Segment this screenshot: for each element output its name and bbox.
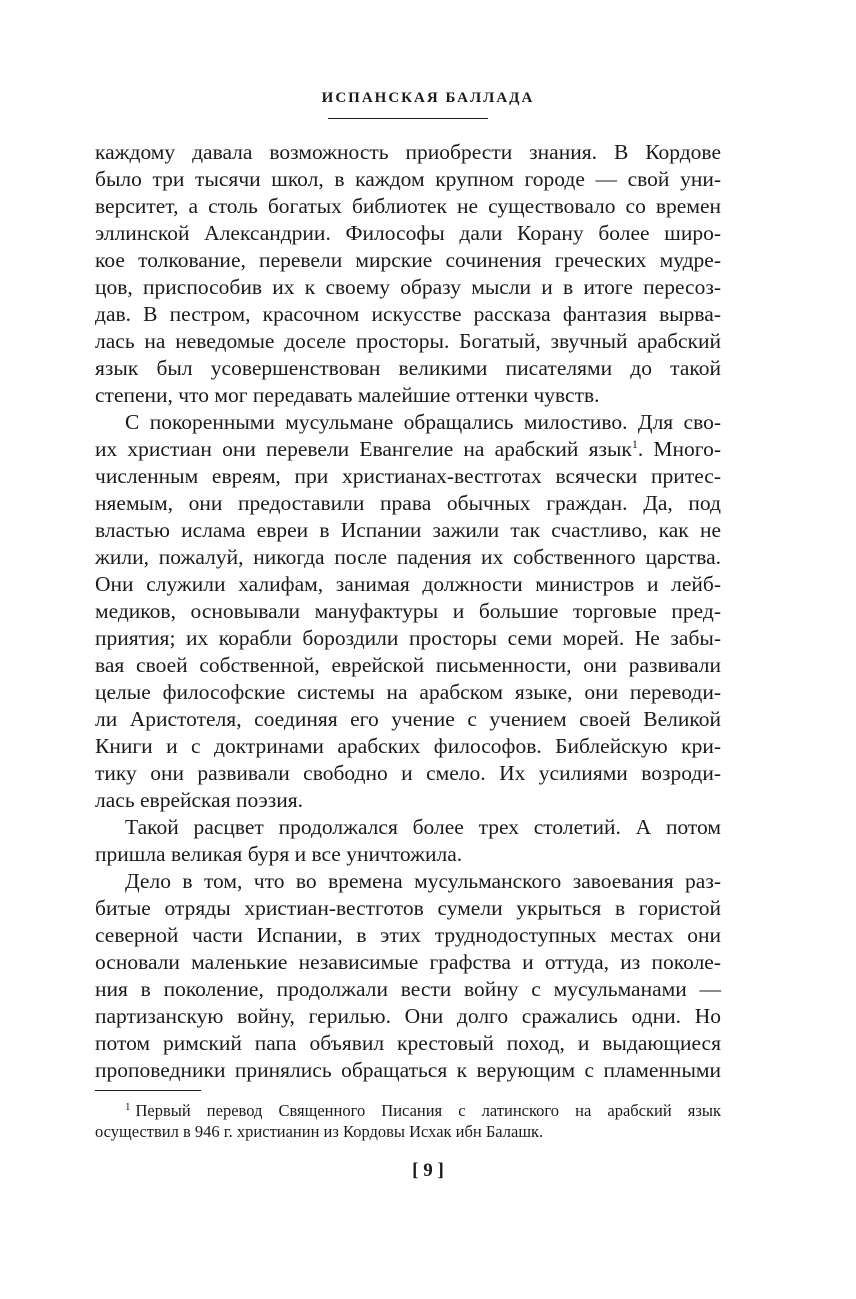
page-number: [ 9 ] (412, 1160, 444, 1181)
text-line: степени, что мог передавать малейшие оттенки чувств. (95, 383, 600, 407)
footnote (95, 1100, 721, 1142)
text-line: ли Аристотеля, соединяя его учение с учением своей Великой (95, 707, 721, 731)
text-line: приятия; их корабли бороздили просторы семи морей. Не забы- (95, 626, 721, 650)
running-head: ИСПАНСКАЯ БАЛЛАДА (321, 90, 535, 106)
text-line: партизанскую войну, герилью. Они долго сражались одни. Но (95, 1004, 721, 1028)
text-line: кое толкование, перевели мирские сочинения греческих мудре- (95, 248, 721, 272)
text-line: язык был усовершенствован великими писателями до такой (95, 356, 721, 380)
text-line: потом римский папа объявил крестовый поход, и выдающиеся (95, 1031, 721, 1055)
footnote-text: Первый перевод Священного Писания с латинского на арабский язык (135, 1101, 721, 1120)
text-line: цов, приспособив их к своему образу мысли и в итоге пересоз- (95, 275, 721, 299)
text-line: властью ислама евреи в Испании зажили так счастливо, как не (95, 518, 721, 542)
text-line: основали маленькие независимые графства и оттуда, из поколе- (95, 950, 721, 974)
paragraph-start-line: С покоренными мусульмане обращались милостиво. Для сво- (125, 410, 721, 434)
text-line-with-footnote (95, 436, 721, 463)
text-line: жили, пожалуй, никогда после падения их собственного царства. (95, 545, 721, 569)
text-line: было три тысячи школ, в каждом крупном городе — свой уни- (95, 167, 721, 191)
text-line: медиков, основывали мануфактуры и большие торговые пред- (95, 599, 721, 623)
footnote-line: осуществил в 946 г. христианин из Кордовы Исхак ибн Балашк. (95, 1122, 544, 1141)
text-fragment: . Много- (637, 437, 721, 461)
text-line: лась на неведомые доселе просторы. Богатый, звучный арабский (95, 329, 721, 353)
text-line: дав. В пестром, красочном искусстве рассказа фантазия вырва- (95, 302, 721, 326)
text-line: няемым, они предоставили права обычных граждан. Да, под (95, 491, 721, 515)
text-line: верситет, а столь богатых библиотек не существовало со времен (95, 194, 721, 218)
footnote-number: 1 (125, 1100, 131, 1113)
footnote-reference: 1 (631, 436, 638, 451)
text-line: численным евреям, при христианах-вестготах всячески притес- (95, 464, 721, 488)
text-line: проповедники принялись обращаться к верующим с пламенными (95, 1058, 721, 1082)
text-line: тику они развивали свободно и смело. Их усилиями возроди- (95, 761, 721, 785)
footnote-line (95, 1100, 721, 1121)
paragraph-start-line: Такой расцвет продолжался более трех столетий. А потом (125, 815, 721, 839)
text-line: лась еврейская поэзия. (95, 788, 303, 812)
text-line: каждому давала возможность приобрести знания. В Кордове (95, 140, 721, 164)
text-line: битые отряды христиан-вестготов сумели укрыться в гористой (95, 896, 721, 920)
text-line: ния в поколение, продолжали вести войну с мусульманами — (95, 977, 721, 1001)
running-head-rule (328, 118, 488, 119)
body-text (95, 139, 721, 1084)
text-line: Они служили халифам, занимая должности министров и лейб- (95, 572, 721, 596)
footnote-rule (95, 1090, 201, 1091)
text-line: вая своей собственной, еврейской письменности, они развивали (95, 653, 721, 677)
text-line: пришла великая буря и все уничтожила. (95, 842, 463, 866)
text-line: эллинской Александрии. Философы дали Корану более широ- (95, 221, 721, 245)
text-line: северной части Испании, в этих труднодоступных местах они (95, 923, 721, 947)
text-fragment: их христиан они перевели Евангелие на арабский язык (95, 437, 632, 461)
text-line: целые философские системы на арабском языке, они переводи- (95, 680, 721, 704)
paragraph-start-line: Дело в том, что во времена мусульманского завоевания раз- (125, 869, 721, 893)
text-line: Книги и с доктринами арабских философов. Библейскую кри- (95, 734, 721, 758)
